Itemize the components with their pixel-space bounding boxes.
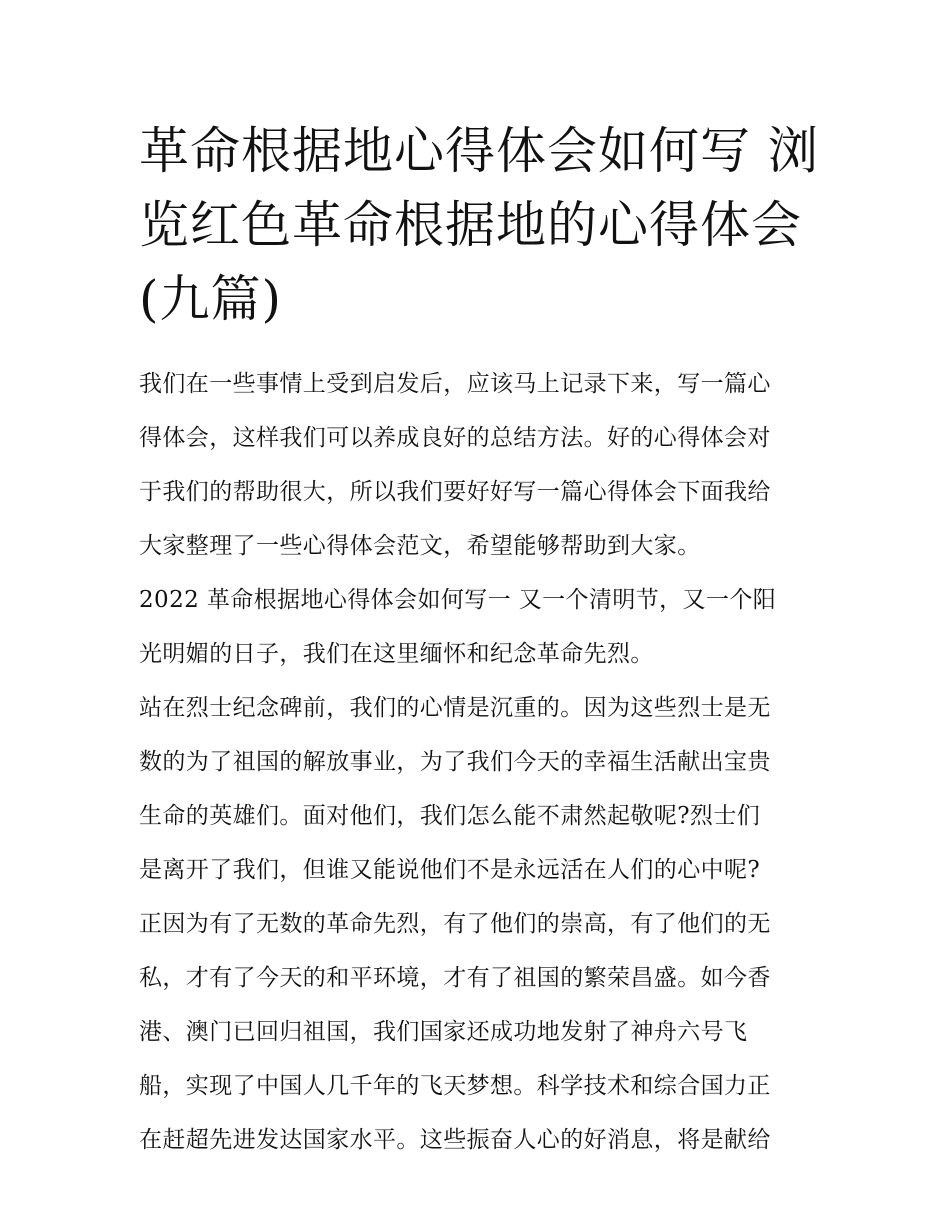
document-title xyxy=(139,114,819,336)
body-line: 船，实现了中国人几千年的飞天梦想。科学技术和综合国力正 xyxy=(139,1073,771,1099)
body-line: 站在烈士纪念碑前，我们的心情是沉重的。因为这些烈士是无 xyxy=(139,695,771,721)
body-line: 我们在一些事情上受到启发后，应该马上记录下来，写一篇心 xyxy=(139,371,771,397)
body-line: 生命的英雄们。面对他们，我们怎么能不肃然起敬呢?烈士们 xyxy=(139,803,761,829)
title-line: (九篇) xyxy=(139,270,283,328)
body-line: 得体会，这样我们可以养成良好的总结方法。好的心得体会对 xyxy=(139,425,771,451)
document-body xyxy=(139,357,819,1167)
body-line: 2022 革命根据地心得体会如何写一 又一个清明节，又一个阳 xyxy=(139,587,777,613)
body-line: 正因为有了无数的革命先烈，有了他们的崇高，有了他们的无 xyxy=(139,911,771,937)
title-line: 览红色革命根据地的心得体会 xyxy=(139,196,802,254)
body-line: 大家整理了一些心得体会范文，希望能够帮助到大家。 xyxy=(139,533,701,559)
body-line: 光明媚的日子，我们在这里缅怀和纪念革命先烈。 xyxy=(139,641,654,667)
body-line: 是离开了我们，但谁又能说他们不是永远活在人们的心中呢? xyxy=(139,857,761,883)
body-line: 在赶超先进发达国家水平。这些振奋人心的好消息，将是献给 xyxy=(139,1127,771,1153)
body-line: 港、澳门已回归祖国，我们国家还成功地发射了神舟六号飞 xyxy=(139,1019,748,1045)
title-line: 革命根据地心得体会如何写 浏 xyxy=(139,122,819,180)
body-line: 私，才有了今天的和平环境，才有了祖国的繁荣昌盛。如今香 xyxy=(139,965,771,991)
body-line: 数的为了祖国的解放事业，为了我们今天的幸福生活献出宝贵 xyxy=(139,749,771,775)
body-line: 于我们的帮助很大，所以我们要好好写一篇心得体会下面我给 xyxy=(139,479,771,505)
